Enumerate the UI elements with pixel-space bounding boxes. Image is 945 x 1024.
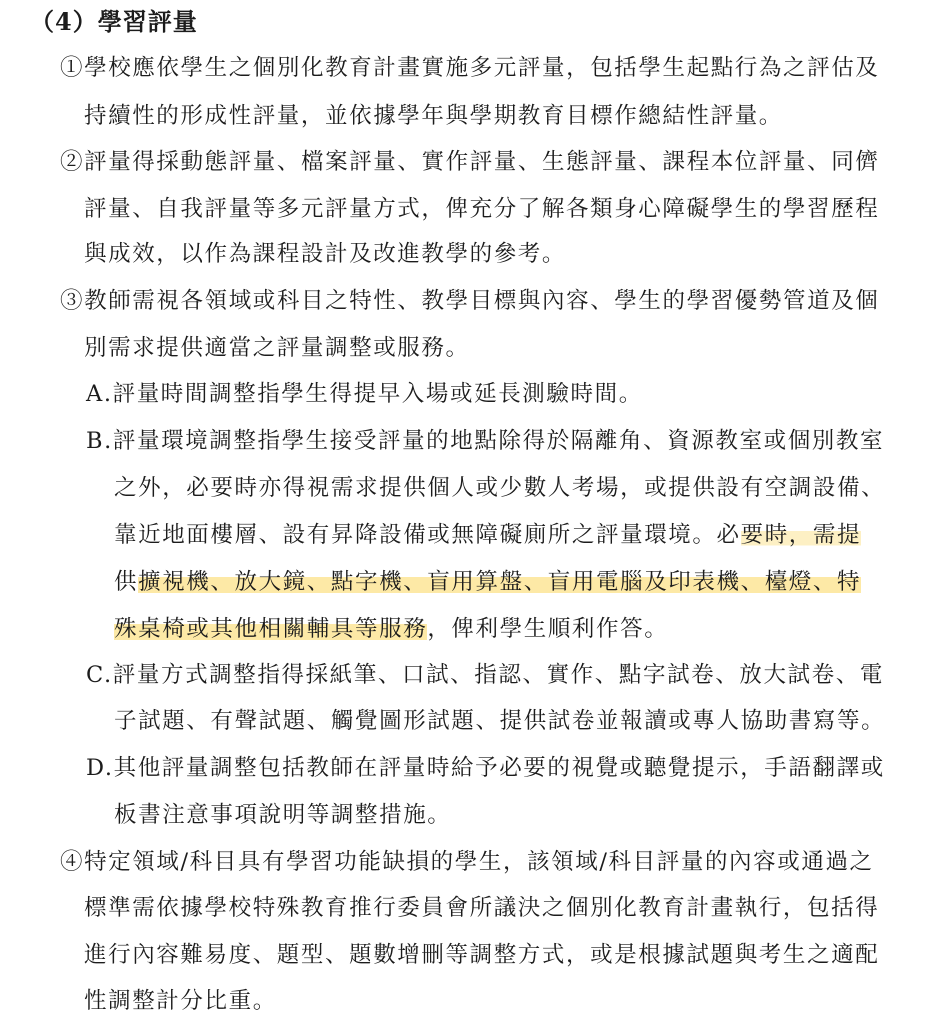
item-4-line-1: ④特定領域/科目具有學習功能缺損的學生，該領域/科目評量的內容或通過之 [60,849,874,875]
item-2-line-2: 評量、自我評量等多元評量方式，俾充分了解各類身心障礙學生的學習歷程 [84,196,880,222]
highlight-mark-3: 殊桌椅或其他相關輔具等服務 [114,616,428,642]
subitem-b-line-5-text: ，俾利學生順利作答。 [427,616,669,642]
subitem-d-line-1: D.其他評量調整包括教師在評量時給予必要的視覺或聽覺提示，手語翻譯或 [86,755,885,781]
section-heading: （4）學習評量 [30,7,198,36]
item-4-line-3: 進行內容難易度、題型、題數增刪等調整方式，或是根據試題與考生之適配 [84,942,880,968]
item-4-line-4: 性調整計分比重。 [84,988,277,1014]
item-2-line-1: ②評量得採動態評量、檔案評量、實作評量、生態評量、課程本位評量、同儕 [60,149,880,175]
highlight-mark-1: 要時，需提 [740,522,862,548]
subitem-b-line-1: B.評量環境調整指學生接受評量的地點除得於隔離角、資源教室或個別教室 [86,428,885,454]
subitem-b-line-4-text: 供 [114,569,139,595]
subitem-b-line-3-text: 靠近地面樓層、設有昇降設備或無障礙廁所之評量環境。必 [114,522,741,548]
subitem-d-line-2: 板書注意事項說明等調整措施。 [114,802,452,828]
subitem-a-line-1: A.評量時間調整指學生得提早入場或延長測驗時間。 [86,381,643,407]
item-4-line-2: 標準需依據學校特殊教育推行委員會所議決之個別化教育計畫執行，包括得 [84,895,880,921]
subitem-b-line-5 [114,609,910,649]
subitem-b-line-3 [114,515,910,555]
item-3-line-2: 別需求提供適當之評量調整或服務。 [84,335,470,361]
item-2-line-3: 與成效，以作為課程設計及改進教學的參考。 [84,241,567,267]
item-1-line-1: ①學校應依學生之個別化教育計畫實施多元評量，包括學生起點行為之評估及 [60,55,880,81]
item-3-line-1: ③教師需視各領域或科目之特性、教學目標與內容、學生的學習優勢管道及個 [60,288,880,314]
subitem-c-line-1: C.評量方式調整指得採紙筆、口試、指認、實作、點字試卷、放大試卷、電 [86,662,884,688]
subitem-b-line-4 [114,562,910,602]
highlight-mark-2: 擴視機、放大鏡、點字機、盲用算盤、盲用電腦及印表機、檯燈、特 [138,569,862,595]
subitem-c-line-2: 子試題、有聲試題、觸覺圖形試題、提供試卷並報讀或專人協助書寫等。 [114,708,886,734]
item-1-line-2: 持續性的形成性評量，並依據學年與學期教育目標作總結性評量。 [84,103,783,129]
subitem-b-line-2: 之外，必要時亦得視需求提供個人或少數人考場，或提供設有空調設備、 [114,475,886,501]
